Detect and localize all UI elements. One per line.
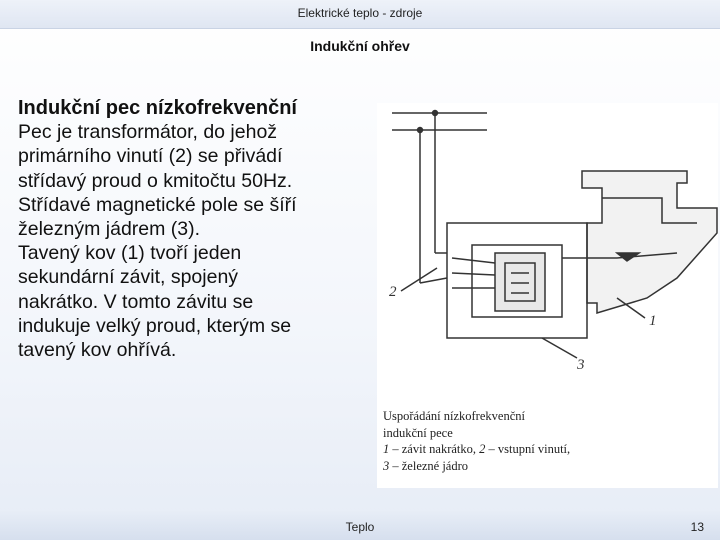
- slide-body: [18, 96, 368, 362]
- body-line: železným jádrem (3).: [18, 218, 201, 241]
- caption-line: indukční pece: [383, 425, 453, 440]
- primary-coil: [495, 253, 545, 311]
- caption-line: 3 – železné jádro: [383, 458, 469, 473]
- caption-line: Uspořádání nízkofrekvenční: [383, 409, 525, 423]
- body-line: střídavý proud o kmitočtu 50Hz.: [18, 169, 293, 192]
- label-2: 2: [389, 284, 397, 300]
- furnace-vessel: [582, 171, 717, 313]
- slide-heading: Indukční pec nízkofrekvenční: [18, 97, 297, 119]
- leader-3: [542, 338, 577, 358]
- caption-line: 1 – závit nakrátko, 2 – vstupní vinutí,: [383, 442, 571, 456]
- label-1: 1: [649, 313, 657, 329]
- body-line: nakrátko. V tomto závitu se: [18, 290, 254, 313]
- body-line: tavený kov ohřívá.: [18, 339, 177, 362]
- page-number: 13: [690, 520, 704, 534]
- leader-2: [401, 268, 437, 291]
- body-line: indukuje velký proud, kterým se: [18, 314, 292, 337]
- label-3: 3: [577, 357, 585, 373]
- body-line: Tavený kov (1) tvoří jeden: [18, 242, 242, 265]
- figure-caption: [383, 408, 713, 474]
- body-line: sekundární závit, spojený: [18, 266, 239, 289]
- footer-title: Teplo: [345, 520, 375, 534]
- body-line: Pec je transformátor, do jehož: [18, 121, 278, 144]
- header-title: Elektrické teplo - zdroje: [297, 6, 423, 20]
- body-line: Střídavé magnetické pole se šíří: [18, 193, 297, 216]
- body-line: primárního vinutí (2) se přivádí: [18, 145, 283, 168]
- slide-subtitle: Indukční ohřev: [310, 38, 410, 54]
